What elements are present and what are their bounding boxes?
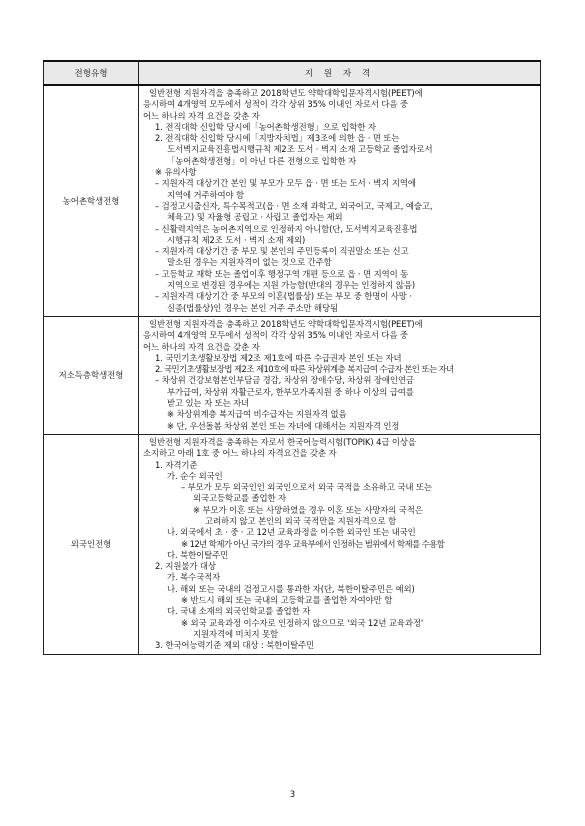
requirement-line: 응시하여 4개영역 모두에서 성적이 각각 상위 35% 이내인 자로서 다음 중	[143, 99, 408, 110]
table-row	[44, 85, 541, 316]
requirement-line: – 검정고시출신자, 특수목적고(읍 · 면 소재 과학고, 외국어고, 국제고, 예술고,	[155, 200, 433, 211]
requirement-line: ※ 반드시 해외 또는 국내의 고등학교를 졸업한 자여야만 함	[181, 595, 393, 606]
requirement-line: 지원자격에 미치지 못함	[193, 628, 279, 639]
requirement-line: 소지하고 아래 1호 중 어느 하나의 자격요건을 갖춘 자	[143, 448, 337, 459]
requirement-line: – 지원자격 대상기간 중 부모의 이혼(법률상) 또는 부모 중 한명이 사망 ·	[155, 291, 412, 302]
requirement-line: 3. 한국어능력기준 제외 대상 : 북한이탈주민	[155, 640, 315, 651]
admission-type-cell: 저소득층학생전형	[44, 316, 139, 434]
requirement-line: 시행규칙 제2조 도서 · 벽지 소재 제외)	[167, 234, 306, 245]
requirement-line: 1. 전직대학 신입학 당시에「농어촌학생전형」으로 입학한 자	[155, 121, 376, 132]
requirement-line: ※ 단, 우선돌봄 차상위 본인 또는 자녀에 대해서는 지원자격 인정	[167, 420, 400, 431]
table-header-row	[44, 61, 541, 85]
requirement-line: 부가급여, 차상위 자활근로자, 한부모가족지원 중 하나 이상의 급여를	[167, 386, 414, 397]
requirement-line: – 신활력지역은 농어촌지역으로 인정하지 아니함(단, 도서벽지교육진흥법	[155, 223, 418, 234]
requirement-line: 받고 있는 자 또는 자녀	[167, 398, 250, 409]
admission-type-cell: 외국인전형	[44, 434, 139, 654]
admission-criteria-table	[43, 60, 541, 655]
requirement-line: 2. 지원불가 대상	[155, 561, 216, 572]
requirement-line: 일반전형 지원자격을 충족하는 자로서 한국어능력시험(TOPIK) 4급 이상을	[149, 436, 416, 447]
requirement-line: 나. 해외 또는 국내의 검정고시를 통과한 자(단, 북한이탈주민은 예외)	[167, 583, 415, 594]
requirement-line: 응시하여 4개영역 모두에서 성적이 각각 상위 35% 이내인 자로서 다음 중	[143, 330, 408, 341]
requirement-line: 일반전형 지원자격을 충족하고 2018학년도 약학대학입문자격시험(PEET)에	[149, 318, 423, 329]
requirements-cell	[139, 434, 541, 654]
requirement-line: – 지원자격 대상기간 중 부모 및 본인의 주민등록이 직권말소 또는 신고	[155, 246, 409, 257]
requirement-line: 실종(법률상)인 경우는 본인 거주 주소만 해당됨	[167, 302, 338, 313]
requirements-column-header: 지 원 자 격	[139, 61, 541, 85]
requirement-line: ※ 외국 교육과정 이수자로 인정하지 않으므로 '외국 12년 교육과정'	[181, 617, 424, 628]
requirement-line: 나. 외국에서 초 · 중 · 고 12년 교육과정을 이수한 외국인 또는 내국인	[167, 527, 416, 538]
requirement-line: 가. 복수국적자	[167, 572, 221, 583]
requirement-line: 가. 순수 외국인	[167, 470, 223, 481]
requirement-line: 다. 북한이탈주민	[167, 549, 229, 560]
requirement-line: 지역으로 변경된 경우에는 지원 가능함(반대의 경우는 인정하지 않음)	[167, 280, 415, 291]
table-row	[44, 316, 541, 434]
requirement-line: ※ 차상위계층 복지급여 비수급자는 지원자격 없음	[167, 409, 347, 420]
requirements-cell	[139, 316, 541, 434]
requirement-line: – 차상위 건강보험본인부담금 경감, 차상위 장애수당, 차상위 장애인연금	[155, 375, 414, 386]
requirement-line: 고려하지 않고 본인의 외국 국적만을 지원자격으로 함	[205, 515, 397, 526]
requirement-line: ※ 유의사항	[155, 167, 197, 178]
requirement-line: 1. 국민기초생활보장법 제2조 제1호에 따른 수급권자 본인 또는 자녀	[155, 352, 402, 363]
type-column-header: 전형유형	[44, 61, 139, 85]
requirement-line: – 고등학교 재학 또는 졸업이후 행정구역 개편 등으로 읍 · 면 지역이 동	[155, 268, 409, 279]
page-number: 3	[289, 790, 296, 800]
requirement-line: 2. 전직대학 신입학 당시에「지방자치법」제3조에 의한 읍 · 면 또는	[155, 133, 400, 144]
table-body	[44, 85, 541, 654]
requirement-line: 일반전형 지원자격을 충족하고 2018학년도 약학대학입문자격시험(PEET)에	[149, 88, 423, 98]
admission-type-cell: 농어촌학생전형	[44, 85, 139, 316]
requirement-line: 지역에 거주하여야 함	[167, 189, 245, 200]
requirement-line: 어느 하나의 자격 요건을 갖춘 자	[143, 110, 260, 121]
requirement-line: 다. 국내 소재의 외국인학교를 졸업한 자	[167, 606, 311, 617]
requirement-line: 말소된 경우는 지원자격이 없는 것으로 간주함	[167, 257, 332, 268]
requirement-line: 2. 국민기초생활보장법 제2조 제10호에 따른 차상위계층 복지급여 수급자 본인 또는 자녀	[155, 364, 454, 375]
requirement-line: 어느 하나의 자격 요건을 갖춘 자	[143, 341, 260, 352]
requirement-line: – 지원자격 대상기간 본인 및 부모가 모두 읍 · 면 또는 도서 · 벽지 지역에	[155, 178, 416, 189]
requirement-line: – 부모가 모두 외국인인 외국인으로서 외국 국적을 소유하고 국내 또는	[181, 482, 432, 493]
requirement-line: 도서벽지교육진흥법시행규칙 제2조 도서 · 벽지 소재 고등학교 졸업자로서	[167, 144, 433, 155]
requirement-line: ※ 부모가 이혼 또는 사망하였을 경우 이혼 또는 사망자의 국적은	[193, 504, 423, 515]
requirement-line: 체육고) 및 자율형 공립고 · 사립고 졸업자는 제외	[167, 212, 343, 223]
requirements-cell	[139, 85, 541, 316]
table-row	[44, 434, 541, 654]
requirement-line: 1. 자격기준	[155, 459, 198, 470]
requirement-line: 「농어촌학생전형」이 아닌 다른 전형으로 입학한 자	[167, 155, 357, 166]
requirement-line: 외국고등학교를 졸업한 자	[193, 493, 287, 504]
requirement-line: ※ 12년 학제가 아닌 국가의 경우 교육부에서 인정하는 범위에서 학제를 수용함	[181, 538, 445, 549]
